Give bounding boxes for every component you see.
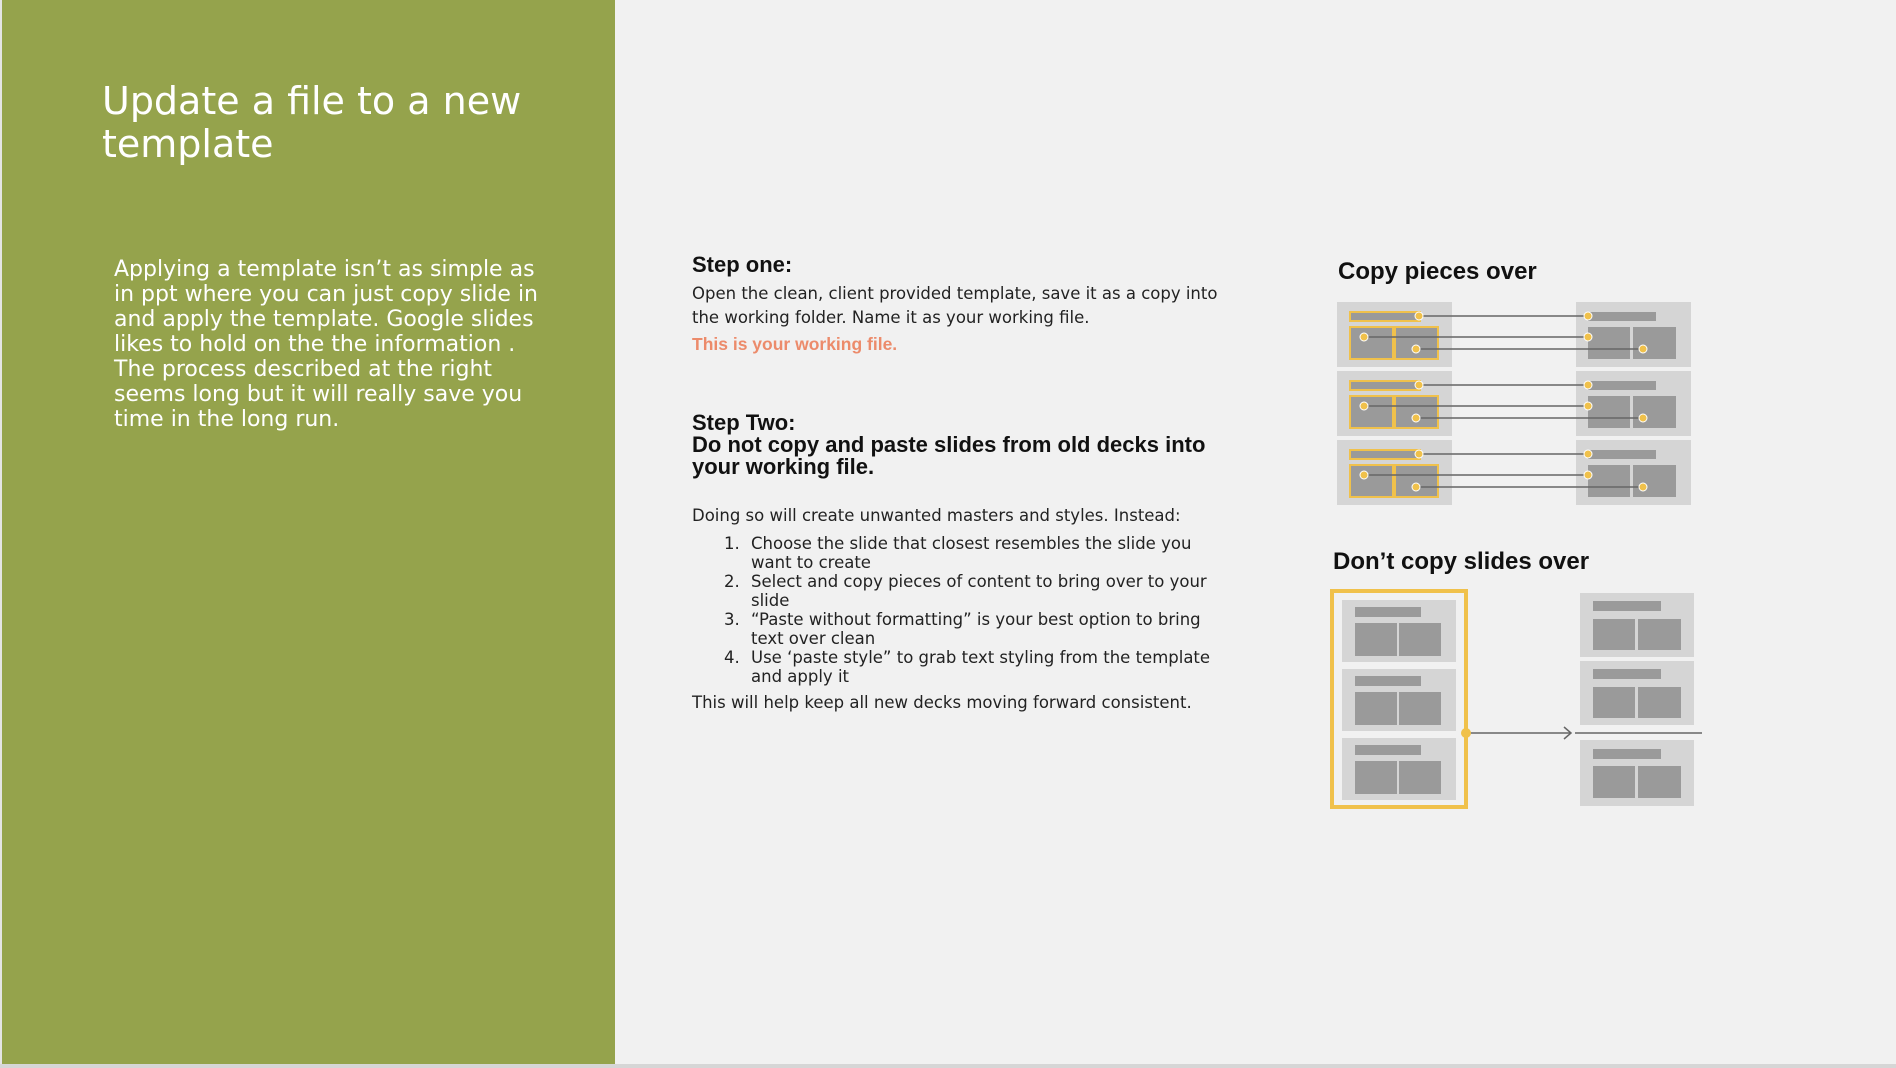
intro-text: Applying a template isn’t as simple as in ppt where you can just copy slide in and apply the template. Google slides likes to hold on the the information . The process described at the right seems long but it will really save you time in the long run. [114,257,538,432]
step-two-subheading: Do not copy and paste slides from old decks into your working file. [692,432,1206,479]
step-two-heading: Step Two: [692,410,796,435]
copy-pieces-title: Copy pieces over [1338,258,1537,285]
dont-copy-diagram [1332,591,1702,807]
step-one-heading: Step one: [692,252,793,277]
step-one-body: Open the clean, client provided template, save it as a copy into the working folder. Name it as your working file. [692,284,1218,327]
dont-copy-title: Don’t copy slides over [1333,548,1590,575]
list-item: 4. Use ‘paste style” to grab text styling from the template and apply it [745,648,1232,686]
steps-list [692,534,1232,686]
step-two-section [692,412,1212,478]
copy-pieces-diagram [1337,302,1691,505]
list-item: 3. “Paste without formatting” is your best option to bring text over clean [745,610,1232,648]
instructions-list-section [692,504,1232,731]
left-panel [0,0,615,1066]
list-item: 2. Select and copy pieces of content to bring over to your slide [745,572,1232,610]
list-item: 1. Choose the slide that closest resembles the slide you want to create [745,534,1232,572]
slide-title: Update a file to a new template [102,79,522,166]
step-one-section [692,254,1232,355]
working-file-highlight: This is your working file. [692,334,898,354]
instructions [692,252,1232,712]
bottom-border [0,1064,1896,1068]
closing-text: This will help keep all new decks moving forward consistent. [692,693,1192,712]
instead-lead: Doing so will create unwanted masters and styles. Instead: [692,506,1181,525]
